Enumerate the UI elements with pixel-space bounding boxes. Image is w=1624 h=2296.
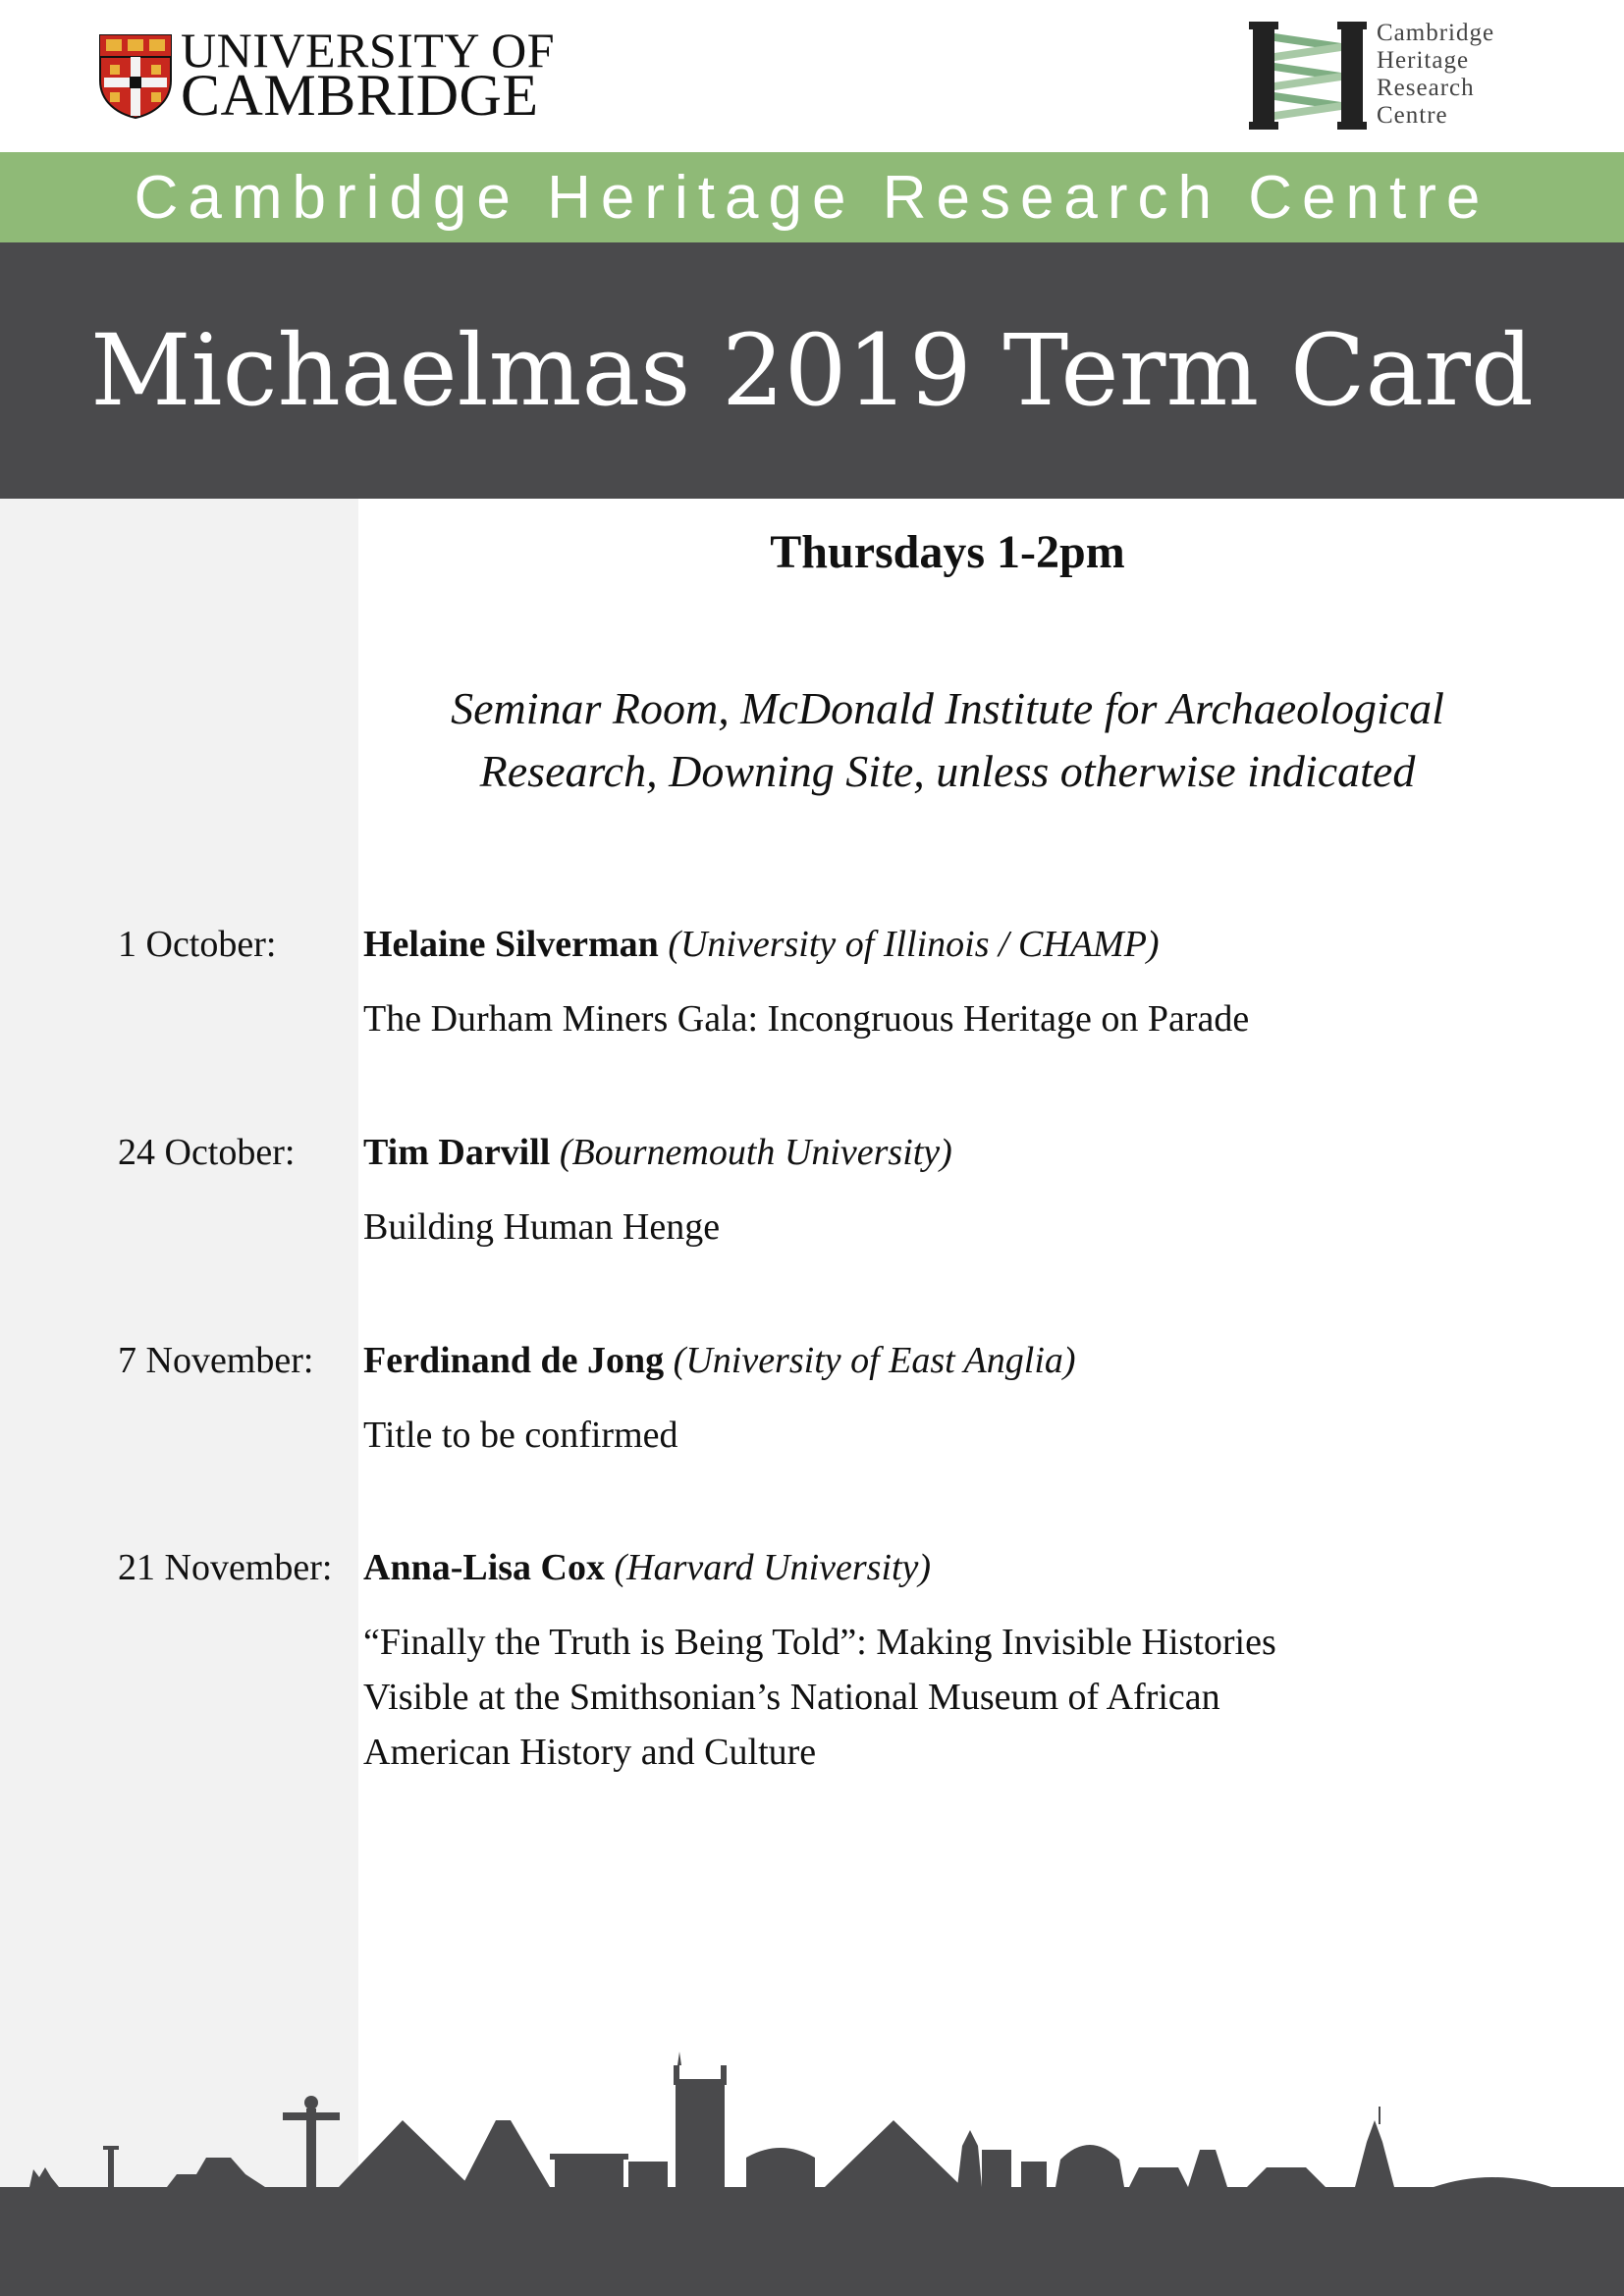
talk-title-line: “Finally the Truth is Being Told”: Making Invisible Histories [363,1622,1276,1663]
talk-title [363,1615,1443,1780]
talk-title-line: American History and Culture [363,1732,817,1773]
university-of-cambridge-logo [98,23,560,128]
venue-line2: Research, Downing Site, unless otherwise indicated [479,746,1416,796]
centre-logo-line2: Heritage [1377,47,1470,74]
talk-title [363,991,1443,1046]
cambridge-shield-icon [98,33,173,120]
university-logo-line2: CAMBRIDGE [181,63,539,128]
speaker-affiliation: (Bournemouth University) [559,1132,952,1173]
event-date: 1 October: [118,924,277,965]
centre-name-banner [0,152,1624,242]
event-speaker-line [363,1131,952,1174]
centre-logo-line4: Centre [1377,102,1448,129]
event-date: 24 October: [118,1132,296,1173]
banner-text: Cambridge Heritage Research Centre [134,163,1490,232]
event-date: 21 November: [118,1547,333,1588]
event-speaker-line [363,923,1160,966]
world-landmarks-skyline-icon [0,2052,1624,2296]
centre-logo-line1: Cambridge [1377,20,1495,46]
talk-title [363,1408,1443,1463]
page-title: Michaelmas 2019 Term Card [90,313,1534,428]
talk-title [363,1200,1443,1255]
header [0,0,1624,152]
centre-logo-line3: Research [1377,75,1475,101]
time-heading: Thursdays 1-2pm [770,526,1125,578]
venue-line1: Seminar Room, McDonald Institute for Archaeological [451,683,1444,733]
speaker-affiliation: (University of East Anglia) [673,1340,1076,1381]
speaker-affiliation: (University of Illinois / CHAMP) [668,924,1160,965]
talk-title-line: The Durham Miners Gala: Incongruous Heritage on Parade [363,998,1250,1040]
title-band [0,242,1624,499]
cambridge-heritage-research-centre-logo [1249,20,1543,133]
speaker-name: Tim Darvill [363,1132,551,1173]
talk-title-line: Title to be confirmed [363,1415,678,1456]
event-speaker-line [363,1546,931,1589]
speaker-name: Anna-Lisa Cox [363,1547,605,1588]
university-logo-line1: UNIVERSITY OF [181,23,556,78]
event-date: 7 November: [118,1340,314,1381]
speaker-name: Helaine Silverman [363,924,659,965]
venue-text [358,677,1537,803]
speaker-name: Ferdinand de Jong [363,1340,665,1381]
talk-title-line: Building Human Henge [363,1206,721,1248]
speaker-affiliation: (Harvard University) [614,1547,932,1588]
event-speaker-line [363,1339,1076,1382]
talk-title-line: Visible at the Smithsonian’s National Museum of African [363,1677,1220,1718]
h-monogram-icon [1249,20,1367,133]
